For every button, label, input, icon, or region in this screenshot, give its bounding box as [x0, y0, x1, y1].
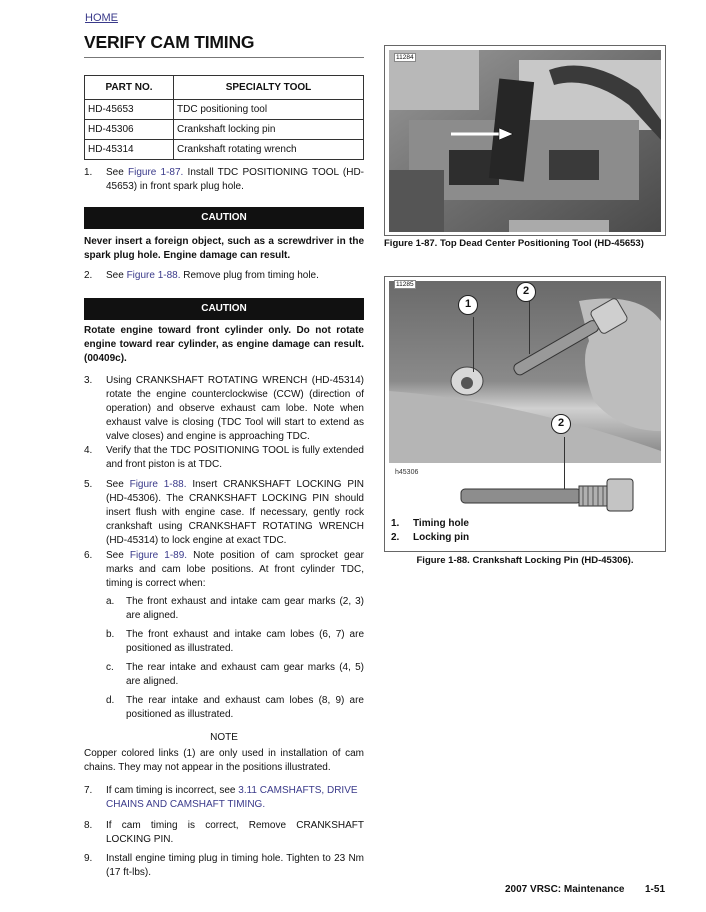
title-divider: [84, 57, 364, 58]
step-text: [106, 784, 364, 812]
step-number: 5.: [84, 479, 93, 490]
caution-text: Never insert a foreign object, such as a screwdriver in the spark plug hole. Engine damage can result.: [84, 236, 364, 261]
step-number: 1.: [84, 167, 93, 178]
callout-leader: [473, 317, 474, 372]
footer-page-number: 1-51: [645, 884, 666, 895]
figure-1-87-caption: Figure 1-87. Top Dead Center Positioning Tool (HD-45653): [384, 238, 644, 249]
caution-banner: CAUTION: [84, 298, 364, 320]
step-number: 2.: [84, 270, 93, 281]
figure-1-88-link[interactable]: Figure 1-88.: [126, 270, 181, 281]
legend-item: [391, 531, 469, 545]
note-label: NOTE: [210, 732, 238, 743]
text: Note position of cam sprocket gear marks and cam lobe positions. At front cylinder TDC, timing is correct when:: [106, 550, 365, 589]
step-5: [84, 478, 364, 548]
text: Install TDC POSITIONING TOOL (HD-45653) in front spark plug hole.: [106, 167, 364, 192]
caution-banner: CAUTION: [84, 207, 364, 229]
step-text: [106, 549, 364, 591]
step-3: [84, 374, 364, 444]
substep-c: [84, 661, 364, 689]
legend-item: [391, 517, 469, 531]
step-text: If cam timing is correct, Remove CRANKSHAFT LOCKING PIN.: [106, 820, 364, 845]
step-text: [106, 478, 364, 548]
step-9: [84, 852, 364, 880]
step-7: [84, 784, 364, 812]
substep-a: [84, 595, 364, 623]
page-title: VERIFY CAM TIMING: [84, 32, 255, 52]
substep-letter: a.: [106, 596, 115, 607]
step-number: 7.: [84, 785, 93, 796]
footer-manual-title: 2007 VRSC: Maintenance: [505, 884, 625, 895]
text: See: [106, 479, 130, 490]
header-specialty-tool: SPECIALTY TOOL: [174, 76, 364, 100]
text: See: [106, 550, 130, 561]
callout-2: 2: [551, 414, 571, 434]
camshafts-section-link[interactable]: 3.11 CAMSHAFTS, DRIVE CHAINS AND CAMSHAFT TIMING.: [106, 785, 358, 810]
step-number: 9.: [84, 853, 93, 864]
figure-id-tag: 11285: [396, 281, 414, 288]
table-row: [85, 100, 364, 120]
text: See: [106, 270, 127, 281]
text: See: [106, 167, 128, 178]
callout-1: 1: [458, 295, 478, 315]
substep-letter: b.: [106, 629, 115, 640]
home-link[interactable]: HOME: [85, 12, 118, 24]
step-6: [84, 549, 364, 591]
substep-letter: c.: [106, 662, 114, 673]
substep-letter: d.: [106, 695, 115, 706]
step-4: [84, 444, 364, 472]
legend-number: 1.: [391, 518, 400, 529]
figure-1-88-caption: Figure 1-88. Crankshaft Locking Pin (HD-45306).: [416, 555, 634, 566]
step-text: [106, 269, 364, 283]
step-text: Using CRANKSHAFT ROTATING WRENCH (HD-45314) rotate the engine counterclockwise (CCW) (direction of operation) and observe exhaust cam lobe. Note when exhaust valve is closing (TDC Tool will start to extend as valve closes) and engine is approaching TDC.: [106, 375, 364, 442]
substep-b: [84, 628, 364, 656]
figure-id-tag: 11284: [396, 54, 414, 61]
cell: Crankshaft locking pin: [174, 120, 364, 140]
cell: Crankshaft rotating wrench: [174, 140, 364, 160]
figure-1-89-link[interactable]: Figure 1-89.: [129, 550, 188, 561]
cell: HD-45653: [85, 100, 174, 120]
timing-hole-photo: [389, 281, 661, 463]
step-1: [84, 166, 364, 194]
substep-text: The rear intake and exhaust cam gear marks (4, 5) are aligned.: [126, 662, 364, 687]
step-number: 8.: [84, 820, 93, 831]
part-tag: h45306: [395, 469, 419, 476]
step-number: 6.: [84, 550, 93, 561]
cell: HD-45306: [85, 120, 174, 140]
text: Insert CRANKSHAFT LOCKING PIN (HD-45306). The CRANKSHAFT LOCKING PIN should insert flush with engine case. If necessary, gently rock crankshaft using CRANKSHAFT ROTATING WRENCH (HD-45314) to lock engine at exact TDC.: [106, 479, 364, 546]
legend-number: 2.: [391, 532, 400, 543]
callout-leader: [529, 299, 530, 354]
figure-1-87-link[interactable]: Figure 1-87.: [128, 167, 184, 178]
note-text: Copper colored links (1) are only used in installation of cam chains. They may not appear in the positions illustrated.: [84, 748, 364, 773]
legend-label: Timing hole: [413, 518, 469, 529]
step-8: [84, 819, 364, 847]
caution-text: Rotate engine toward front cylinder only. Do not rotate engine toward rear cylinder, as engine damage can result. (00409c).: [84, 325, 364, 364]
substep-text: The front exhaust and intake cam gear marks (2, 3) are aligned.: [126, 596, 364, 621]
substep-text: The rear intake and exhaust cam lobes (8, 9) are positioned as illustrated.: [126, 695, 364, 720]
legend-label: Locking pin: [413, 532, 470, 543]
header-part-no: PART NO.: [85, 76, 174, 100]
figure-1-87: [384, 45, 666, 236]
cell: TDC positioning tool: [174, 100, 364, 120]
figure-1-88: [384, 276, 666, 552]
step-number: 4.: [84, 445, 93, 456]
engine-tdc-tool-photo: [389, 50, 661, 232]
table-row: [85, 120, 364, 140]
locking-pin-drawing: [459, 477, 639, 513]
step-number: 3.: [84, 375, 93, 386]
text: If cam timing is incorrect, see: [106, 785, 239, 796]
figure-1-88-link[interactable]: Figure 1-88.: [129, 479, 187, 490]
cell: HD-45314: [85, 140, 174, 160]
specialty-tools-table: [84, 75, 364, 160]
step-text: [106, 166, 364, 194]
substep-text: The front exhaust and intake cam lobes (6, 7) are positioned as illustrated.: [126, 629, 364, 654]
figure-legend: [391, 517, 469, 545]
table-header-row: [85, 76, 364, 100]
substep-d: [84, 694, 364, 722]
step-2: [84, 269, 364, 283]
callout-2: 2: [516, 282, 536, 302]
table-row: [85, 140, 364, 160]
text: Remove plug from timing hole.: [180, 270, 319, 281]
step-text: Install engine timing plug in timing hole. Tighten to 23 Nm (17 ft-lbs).: [106, 853, 364, 878]
step-text: Verify that the TDC POSITIONING TOOL is fully extended and front piston is at TDC.: [106, 445, 364, 470]
